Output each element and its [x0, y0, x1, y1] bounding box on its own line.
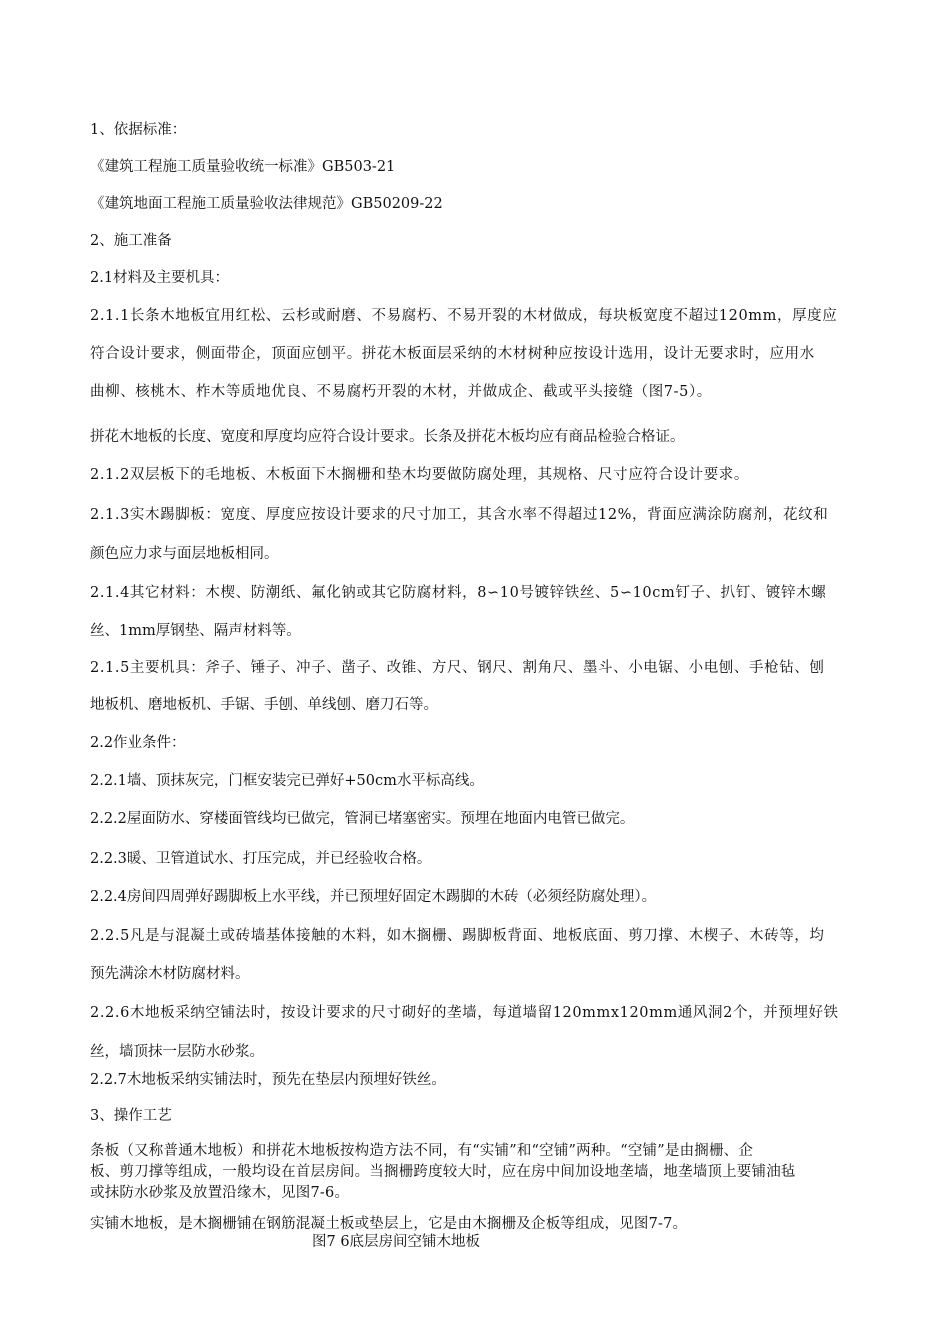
paragraph-line: 2.2.7木地板采纳实铺法时，预先在垫层内预埋好铁丝。 — [90, 1072, 446, 1088]
paragraph-line: 2.1.5主要机具：斧子、锤子、冲子、凿子、改锥、方尺、钢尺、割角尺、墨斗、小电锯、小电刨、手枪钻、刨 — [90, 660, 825, 676]
section-heading: 3、操作工艺 — [90, 1108, 172, 1124]
paragraph-line: 颜色应力求与面层地板相同。 — [90, 546, 279, 562]
paragraph-line: 2.2.4房间四周弹好踢脚板上水平线，并已预埋好固定木踢脚的木砖（必须经防腐处理）。 — [90, 889, 657, 905]
paragraph-line: 板、剪刀撑等组成，一般均设在首层房间。当搁栅跨度较大时，应在房中间加设地垄墙，地垄墙顶上要铺油毡 — [90, 1164, 796, 1180]
paragraph-line: 2.2.2屋面防水、穿楼面管线均已做完，管洞已堵塞密实。预埋在地面内电管已做完。 — [90, 811, 635, 827]
subsection-heading: 2.1材料及主要机具： — [90, 270, 230, 286]
paragraph-line: 实铺木地板，是木搁栅铺在钢筋混凝土板或垫层上，它是由木搁栅及企板等组成，见图7-7。 — [90, 1216, 688, 1232]
paragraph-line: 地板机、磨地板机、手锯、手刨、单线刨、磨刀石等。 — [90, 697, 438, 713]
paragraph-line: 丝、1mm厚钢垫、隔声材料等。 — [90, 623, 301, 639]
paragraph-line: 2.2.1墙、顶抹灰完，门框安装完已弹好+50cm水平标高线。 — [90, 773, 484, 789]
paragraph-line: 或抹防水砂浆及放置沿缘木，见图7-6。 — [90, 1185, 350, 1201]
paragraph-line: 条板（又称普通木地板）和拼花木地板按构造方法不同，有“实铺”和“空铺”两种。“空铺”是由搁栅、企 — [90, 1143, 754, 1159]
paragraph-line: 2.1.4其它材料：木楔、防潮纸、氟化钠或其它防腐材料，8∽10号镀锌铁丝、5∽10cm钉子、扒钉、镀锌木螺 — [90, 585, 827, 601]
paragraph-line: 曲柳、核桃木、柞木等质地优良、不易腐朽开裂的木材，并做成企、截或平头接缝（图7-5）。 — [90, 384, 712, 400]
subsection-heading: 2.2作业条件： — [90, 735, 186, 751]
paragraph-line: 拼花木地板的长度、宽度和厚度均应符合设计要求。长条及拼花木板均应有商品检验合格证。 — [90, 429, 685, 445]
section-heading: 1、依据标准： — [90, 122, 187, 138]
paragraph-line: 2.1.1长条木地板宜用红松、云杉或耐磨、不易腐朽、不易开裂的木材做成，每块板宽度不超过120mm，厚度应 — [90, 308, 838, 324]
paragraph-line: 2.2.5凡是与混凝土或砖墙基体接触的木料，如木搁栅、踢脚板背面、地板底面、剪刀撑、木楔子、木砖等，均 — [90, 928, 825, 944]
standard-reference: 《建筑地面工程施工质量验收法律规范》GB50209-22 — [90, 196, 443, 212]
paragraph-line: 2.2.6木地板采纳空铺法时，按设计要求的尺寸砌好的垄墙，每道墙留120mmx120mm通风洞2个，并预埋好铁 — [90, 1005, 839, 1021]
paragraph-line: 预先满涂木材防腐材料。 — [90, 966, 250, 982]
paragraph-line: 2.2.3暖、卫管道试水、打压完成，并已经验收合格。 — [90, 851, 432, 867]
figure-caption: 图7 6底层房间空铺木地板 — [312, 1234, 481, 1250]
paragraph-line: 丝，墙顶抹一层防水砂浆。 — [90, 1044, 264, 1060]
paragraph-line: 2.1.3实木踢脚板：宽度、厚度应按设计要求的尺寸加工，其含水率不得超过12%，背面应满涂防腐剂，花纹和 — [90, 507, 829, 523]
standard-reference: 《建筑工程施工质量验收统一标准》GB503-21 — [90, 159, 396, 175]
section-heading: 2、施工准备 — [90, 233, 172, 249]
paragraph-line: 2.1.2双层板下的毛地板、木板面下木搁栅和垫木均要做防腐处理，其规格、尺寸应符合设计要求。 — [90, 467, 749, 483]
paragraph-line: 符合设计要求，侧面带企，顶面应刨平。拼花木板面层采纳的木材树种应按设计选用，设计无要求时，应用水 — [90, 346, 815, 362]
